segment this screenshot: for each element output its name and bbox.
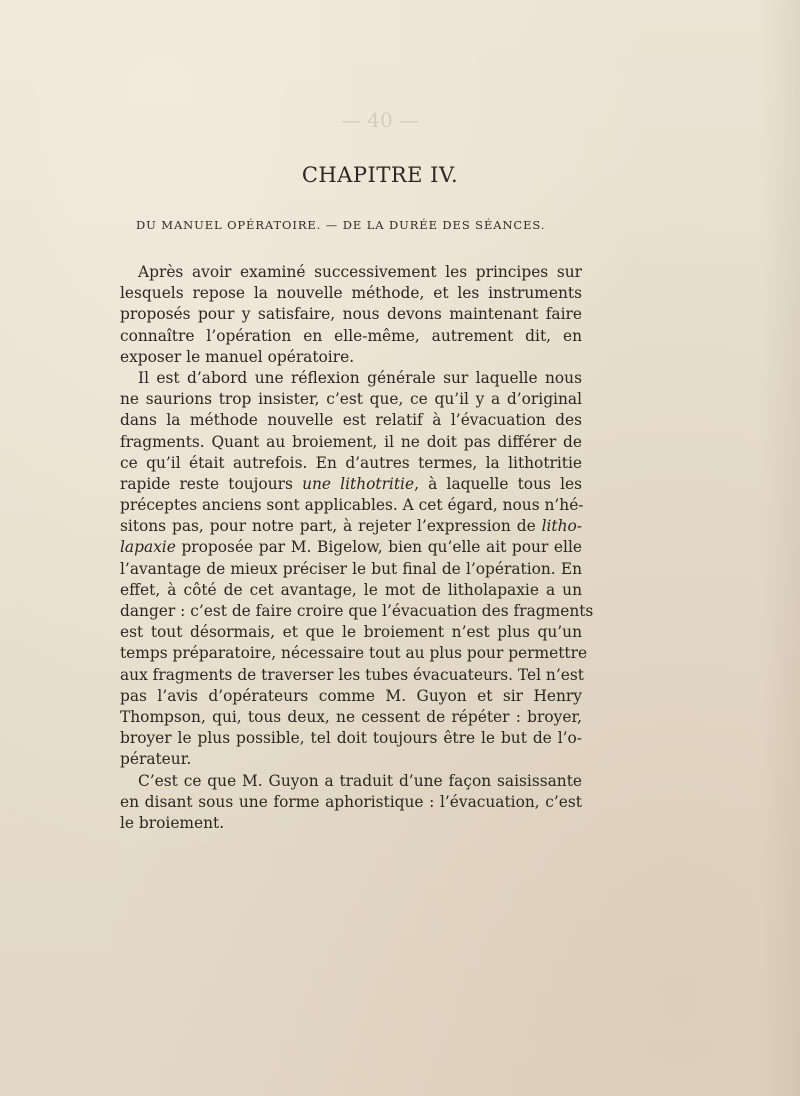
text-line: Thompson, qui, tous deux, ne cessent de répéter : broyer, — [120, 707, 582, 726]
text-line: connaître l’opération en elle-même, autrement dit, en — [120, 326, 582, 345]
text-line: ne saurions trop insister, c’est que, ce qu’il y a d’original — [120, 390, 582, 409]
paragraph — [120, 771, 582, 835]
text-line: pas l’avis d’opérateurs comme M. Guyon et sir Henry — [120, 686, 582, 705]
chapter-title: CHAPITRE IV. — [301, 163, 459, 187]
text-line: fragments. Quant au broiement, il ne doit pas différer de — [120, 432, 582, 451]
text-line: le broiement. — [120, 813, 225, 832]
text-line: lapaxie proposée par M. Bigelow, bien qu’elle ait pour elle — [120, 538, 582, 557]
text-line: danger : c’est de faire croire que l’évacuation des fragments — [120, 602, 594, 620]
italic-term: litho- — [541, 517, 582, 536]
paragraph — [120, 368, 594, 771]
text-line: Après avoir examiné successivement les principes sur — [138, 263, 582, 281]
chapter-subtitle: DU MANUEL OPÉRATOIRE. — DE LA DURÉE DES SÉANCES. — [136, 218, 546, 232]
body-text — [120, 262, 594, 834]
text-line: temps préparatoire, nécessaire tout au plus pour permettre — [120, 644, 588, 663]
text-line: aux fragments de traverser les tubes évacuateurs. Tel n’est — [120, 665, 584, 684]
text-line: broyer le plus possible, tel doit toujours être le but de l’o- — [120, 729, 582, 748]
text-line: proposés pour y satisfaire, nous devons maintenant faire — [120, 305, 582, 324]
text-line: C’est ce que M. Guyon a traduit d’une façon saisissante — [138, 771, 582, 790]
text-line: pérateur. — [120, 750, 192, 769]
text-line: en disant sous une forme aphoristique : l’évacuation, c’est — [120, 792, 582, 811]
text-line: l’avantage de mieux préciser le but final de l’opération. En — [120, 559, 582, 578]
paragraph — [120, 262, 582, 368]
text-line: effet, à côté de cet avantage, le mot de litholapaxie a un — [120, 580, 582, 599]
text-line: ce qu’il était autrefois. En d’autres termes, la lithotritie — [120, 453, 582, 472]
text-line: Il est d’abord une réflexion générale sur laquelle nous — [138, 368, 582, 387]
text-line: lesquels repose la nouvelle méthode, et les instruments — [120, 284, 582, 303]
text-line: exposer le manuel opératoire. — [120, 347, 355, 366]
text-line: préceptes anciens sont applicables. A cet égard, nous n’hé- — [120, 496, 584, 515]
text-line: rapide reste toujours une lithotritie, à laquelle tous les — [120, 474, 583, 493]
text-line: sitons pas, pour notre part, à rejeter l’expression de litho- — [120, 517, 582, 536]
text-line: est tout désormais, et que le broiement n’est plus qu’un — [120, 623, 582, 642]
italic-term: une lithotritie — [302, 474, 415, 493]
page-number: — 40 — — [340, 108, 420, 132]
text-line: dans la méthode nouvelle est relatif à l’évacuation des — [120, 411, 582, 430]
page-edge-shadow — [760, 0, 800, 1096]
italic-term: lapaxie — [120, 538, 176, 557]
